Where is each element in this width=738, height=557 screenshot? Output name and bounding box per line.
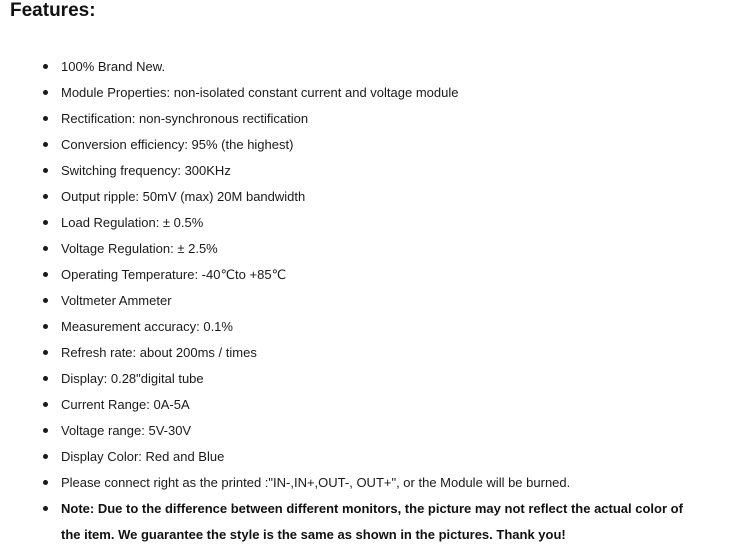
list-item	[0, 158, 570, 184]
list-item	[0, 366, 570, 392]
feature-text: Switching frequency: 300KHz	[61, 163, 231, 178]
bullet-icon	[43, 454, 48, 459]
feature-text: Please connect right as the printed :"IN-,IN+,OUT-, OUT+", or the Module will be burned.	[61, 475, 571, 490]
bullet-icon	[43, 298, 48, 303]
feature-text: Display Color: Red and Blue	[61, 449, 225, 464]
feature-text: Display: 0.28"digital tube	[61, 371, 204, 386]
feature-text: 100% Brand New.	[61, 59, 166, 74]
list-item	[0, 236, 570, 262]
list-item	[0, 418, 570, 444]
list-item	[0, 470, 570, 496]
bullet-icon	[43, 402, 48, 407]
bullet-icon	[43, 376, 48, 381]
list-item	[0, 314, 570, 340]
feature-text: Current Range: 0A-5A	[61, 397, 190, 412]
list-item	[0, 132, 570, 158]
bullet-icon	[43, 220, 48, 225]
bullet-icon	[43, 246, 48, 251]
feature-text: Refresh rate: about 200ms / times	[61, 345, 257, 360]
list-item	[0, 80, 570, 106]
features-heading: Features:	[10, 0, 96, 21]
list-item	[0, 262, 570, 288]
feature-text: Output ripple: 50mV (max) 20M bandwidth	[61, 189, 306, 204]
bullet-icon	[43, 506, 48, 511]
list-item	[0, 184, 570, 210]
bullet-icon	[43, 480, 48, 485]
feature-text: Conversion efficiency: 95% (the highest)	[61, 137, 294, 152]
bullet-icon	[43, 194, 48, 199]
list-item	[0, 210, 570, 236]
bullet-icon	[43, 116, 48, 121]
bullet-icon	[43, 428, 48, 433]
feature-text: Module Properties: non-isolated constant current and voltage module	[61, 85, 459, 100]
feature-text: Measurement accuracy: 0.1%	[61, 319, 233, 334]
list-item	[0, 392, 570, 418]
list-item	[0, 54, 570, 80]
list-item	[0, 340, 570, 366]
bullet-icon	[43, 168, 48, 173]
note-text: Note: Due to the difference between different monitors, the picture may not reflect the actual color of the item. We guarantee the style is the same as shown in the pictures. Thank you!	[61, 501, 683, 542]
bullet-icon	[43, 324, 48, 329]
feature-text: Operating Temperature: -40℃to +85℃	[61, 267, 287, 282]
list-item	[0, 106, 570, 132]
bullet-icon	[43, 350, 48, 355]
bullet-icon	[43, 64, 48, 69]
feature-text: Load Regulation: ± 0.5%	[61, 215, 204, 230]
feature-text: Voltmeter Ammeter	[61, 293, 172, 308]
feature-text: Rectification: non-synchronous rectification	[61, 111, 309, 126]
feature-text: Voltage Regulation: ± 2.5%	[61, 241, 218, 256]
feature-text: Voltage range: 5V-30V	[61, 423, 192, 438]
bullet-icon	[43, 90, 48, 95]
features-list	[0, 54, 570, 496]
list-item	[0, 288, 570, 314]
list-item	[0, 444, 570, 470]
bullet-icon	[43, 272, 48, 277]
bullet-icon	[43, 142, 48, 147]
